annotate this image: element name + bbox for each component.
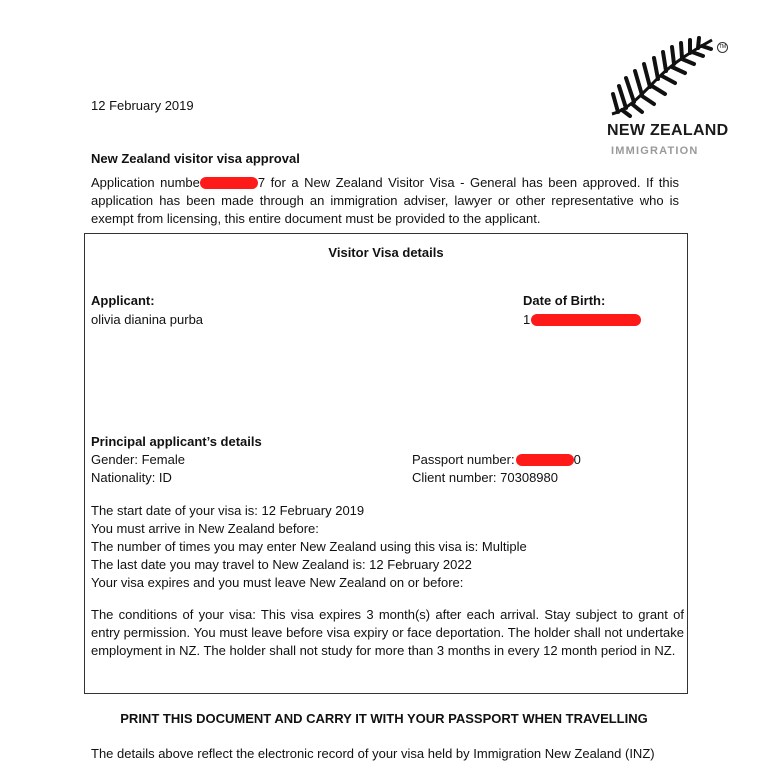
dob-value <box>523 311 641 329</box>
intro-text-start: Application numbe <box>91 175 200 190</box>
intro-paragraph <box>91 174 679 228</box>
letter-heading: New Zealand visitor visa approval <box>91 151 300 166</box>
last-travel-line: The last date you may travel to New Zealand is: 12 February 2022 <box>91 557 472 572</box>
passport-partial: 0 <box>573 452 581 467</box>
visa-conditions: The conditions of your visa: This visa expires 3 month(s) after each arrival. Stay subject to grant of entry permission. You must leave before visa expiry or face deportation. The holder shall not undertake employment in NZ. The holder shall not study for more than 3 months in every 12 month period in NZ. <box>91 607 684 658</box>
arrive-before-line: You must arrive in New Zealand before: <box>91 521 319 536</box>
passport-line <box>412 451 581 469</box>
cutoff-footer-text: The details above reflect the electronic record of your visa held by Immigration New Zealand (INZ) <box>91 746 655 761</box>
logo-wordmark: NEW ZEALAND <box>607 122 729 139</box>
intro-text-partial: 7 <box>257 175 266 190</box>
visa-details-title: Visitor Visa details <box>328 245 444 260</box>
expiry-line: Your visa expires and you must leave New Zealand on or before: <box>91 575 464 590</box>
trademark-mark: TM <box>717 42 728 53</box>
nationality-line: Nationality: ID <box>91 470 172 485</box>
visa-start-line: The start date of your visa is: 12 February 2019 <box>91 503 365 518</box>
applicant-label: Applicant: <box>91 293 155 308</box>
passport-label: Passport number: <box>412 452 515 467</box>
logo-subtitle: IMMIGRATION <box>611 145 699 157</box>
silver-fern-icon <box>608 36 724 118</box>
print-instruction: PRINT THIS DOCUMENT AND CARRY IT WITH YOUR PASSPORT WHEN TRAVELLING <box>120 711 648 726</box>
client-number-line: Client number: 70308980 <box>412 470 558 485</box>
intro-text-rest: for a New Zealand Visitor Visa - General has been approved. If this application has been made through an immigration adviser, lawyer or other representative who is exempt from licensing, this entire document must be provided to the applicant. <box>91 175 679 226</box>
application-number-redaction <box>200 177 258 189</box>
letter-date: 12 February 2019 <box>91 98 194 113</box>
dob-redaction <box>531 314 641 326</box>
dob-label: Date of Birth: <box>523 293 606 308</box>
nz-immigration-logo <box>604 36 736 162</box>
applicant-name: olivia dianina purba <box>91 312 204 327</box>
visa-details-box <box>84 233 688 694</box>
gender-line: Gender: Female <box>91 452 185 467</box>
principal-heading: Principal applicant’s details <box>91 434 262 449</box>
dob-partial: 1 <box>523 312 531 327</box>
entries-line: The number of times you may enter New Zealand using this visa is: Multiple <box>91 539 527 554</box>
passport-redaction <box>516 454 574 466</box>
